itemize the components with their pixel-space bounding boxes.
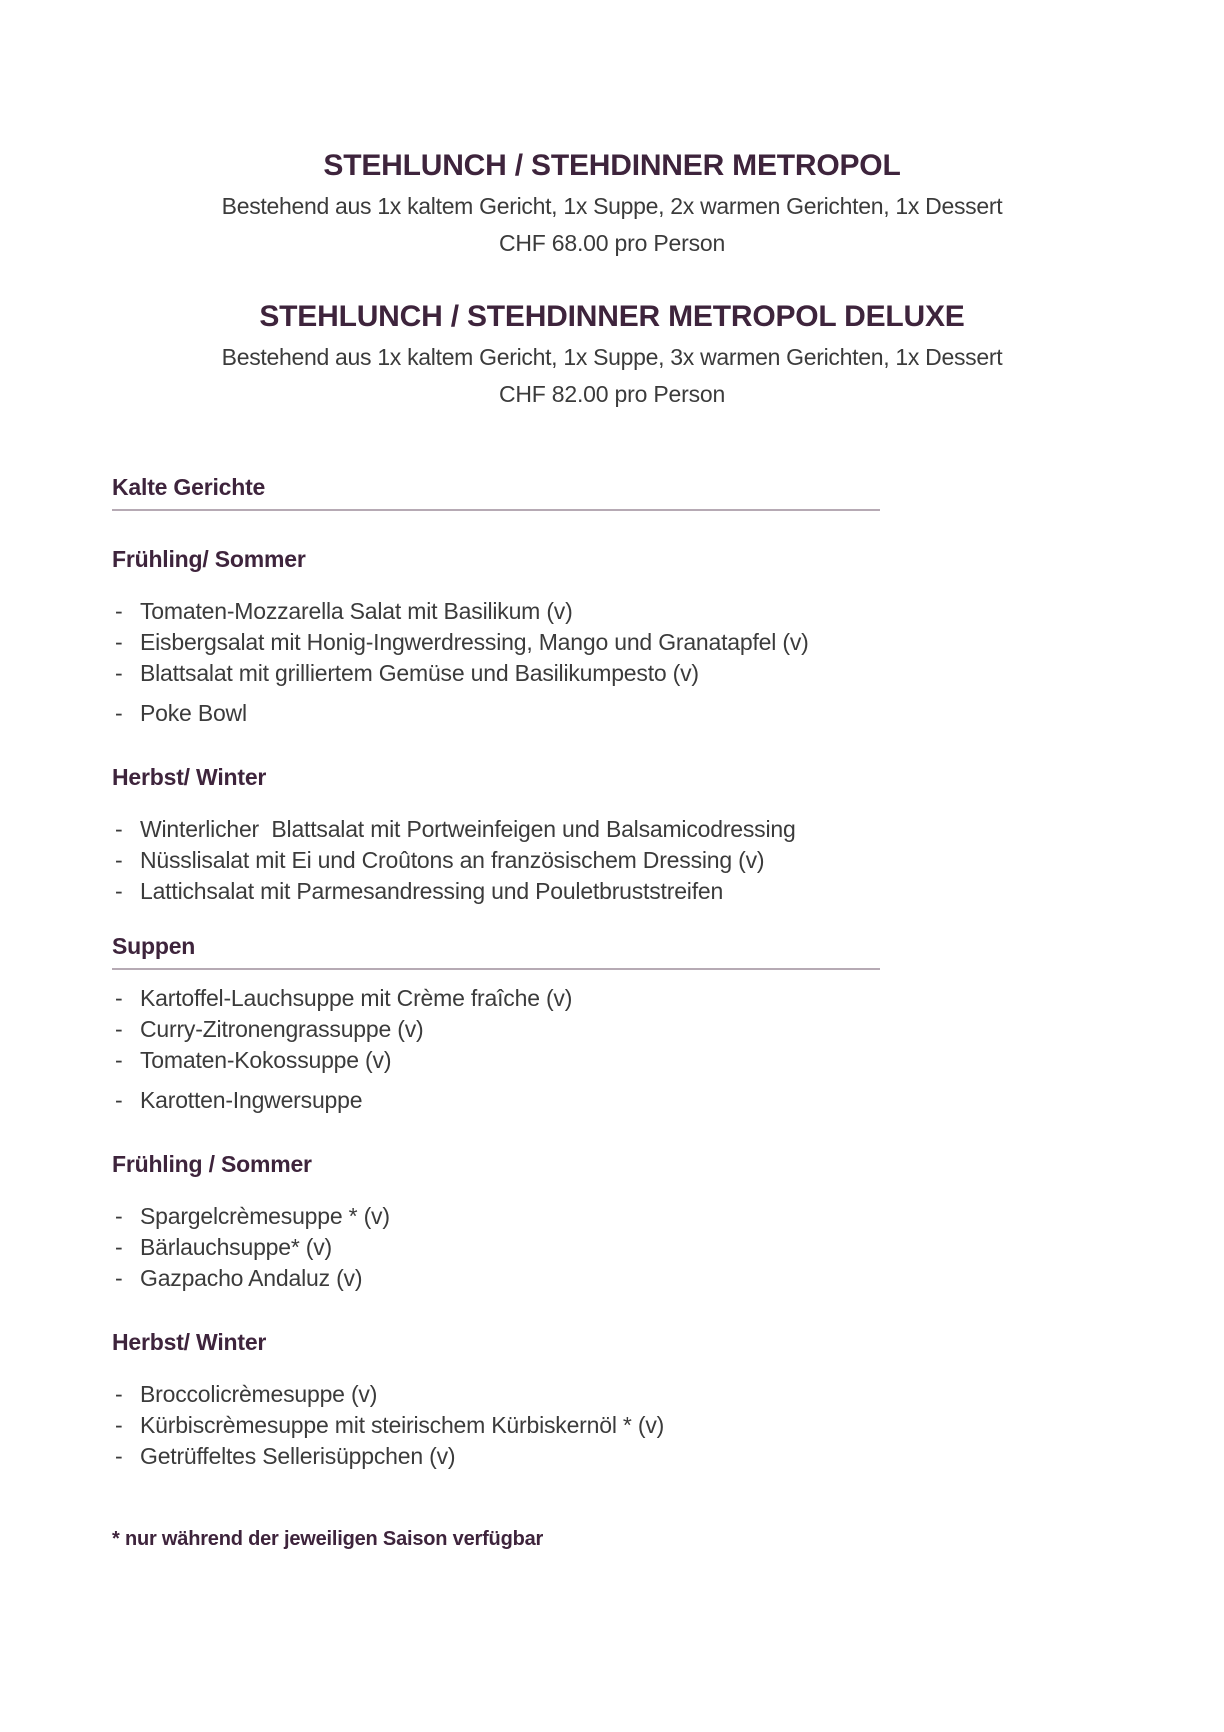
menu-item bbox=[112, 1263, 1112, 1294]
menu-item-text: Winterlicher Blattsalat mit Portweinfeigen und Balsamicodressing bbox=[140, 816, 796, 842]
menu-item bbox=[112, 1201, 1112, 1232]
menu-item bbox=[112, 1441, 1112, 1472]
dash-bullet: - bbox=[115, 847, 123, 873]
package-title: STEHLUNCH / STEHDINNER METROPOL DELUXE bbox=[259, 300, 965, 333]
package-description: Bestehend aus 1x kaltem Gericht, 1x Suppe, 2x warmen Gerichten, 1x Dessert bbox=[221, 193, 1003, 219]
dash-bullet: - bbox=[115, 816, 123, 842]
menu-item bbox=[112, 1410, 1112, 1441]
dash-bullet: - bbox=[115, 1381, 123, 1407]
package-price: CHF 82.00 pro Person bbox=[498, 381, 726, 407]
menu-item bbox=[112, 1232, 1112, 1263]
dash-bullet: - bbox=[115, 629, 123, 655]
menu-item bbox=[112, 876, 1112, 907]
dash-bullet: - bbox=[115, 985, 123, 1011]
menu-item bbox=[112, 1014, 1112, 1045]
menu-item-text: Kürbiscrèmesuppe mit steirischem Kürbiskernöl * (v) bbox=[140, 1412, 665, 1438]
menu-item-text: Kartoffel-Lauchsuppe mit Crème fraîche (v) bbox=[140, 985, 573, 1011]
section-title: Suppen bbox=[112, 932, 880, 970]
item-list bbox=[112, 596, 1112, 729]
dash-bullet: - bbox=[115, 1443, 123, 1469]
menu-item bbox=[112, 1085, 1112, 1116]
group-subtitle: Herbst/ Winter bbox=[112, 764, 267, 790]
package-description: Bestehend aus 1x kaltem Gericht, 1x Suppe, 3x warmen Gerichten, 1x Dessert bbox=[221, 344, 1003, 370]
dash-bullet: - bbox=[115, 1087, 123, 1113]
dash-bullet: - bbox=[115, 598, 123, 624]
menu-item bbox=[112, 845, 1112, 876]
menu-item bbox=[112, 658, 1112, 689]
menu-item-text: Bärlauchsuppe* (v) bbox=[140, 1234, 333, 1260]
dash-bullet: - bbox=[115, 1265, 123, 1291]
package-price: CHF 68.00 pro Person bbox=[498, 230, 726, 256]
item-list bbox=[112, 814, 1112, 907]
package-metropol bbox=[112, 148, 1112, 259]
menu-item bbox=[112, 1045, 1112, 1076]
menu-item bbox=[112, 983, 1112, 1014]
menu-item-text: Broccolicrèmesuppe (v) bbox=[140, 1381, 378, 1407]
menu-item-text: Nüsslisalat mit Ei und Croûtons an französischem Dressing (v) bbox=[140, 847, 765, 873]
seasonal-footnote: * nur während der jeweiligen Saison verfügbar bbox=[112, 1528, 544, 1550]
dash-bullet: - bbox=[115, 660, 123, 686]
group-subtitle: Frühling / Sommer bbox=[112, 1151, 312, 1177]
dash-bullet: - bbox=[115, 1016, 123, 1042]
menu-item-text: Tomaten-Kokossuppe (v) bbox=[140, 1047, 392, 1073]
menu-item bbox=[112, 698, 1112, 729]
menu-item-text: Gazpacho Andaluz (v) bbox=[140, 1265, 363, 1291]
menu-item-text: Blattsalat mit grilliertem Gemüse und Basilikumpesto (v) bbox=[140, 660, 699, 686]
menu-item-text: Curry-Zitronengrassuppe (v) bbox=[140, 1016, 424, 1042]
dash-bullet: - bbox=[115, 700, 123, 726]
package-metropol-deluxe bbox=[112, 299, 1112, 410]
menu-header bbox=[112, 148, 1112, 410]
menu-item-text: Eisbergsalat mit Honig-Ingwerdressing, Mango und Granatapfel (v) bbox=[140, 629, 809, 655]
dash-bullet: - bbox=[115, 1203, 123, 1229]
menu-item-text: Lattichsalat mit Parmesandressing und Pouletbruststreifen bbox=[140, 878, 724, 904]
menu-item bbox=[112, 627, 1112, 658]
item-list bbox=[112, 1201, 1112, 1294]
group-subtitle: Frühling/ Sommer bbox=[112, 546, 306, 572]
section-title: Kalte Gerichte bbox=[112, 473, 880, 511]
dash-bullet: - bbox=[115, 1234, 123, 1260]
dash-bullet: - bbox=[115, 1412, 123, 1438]
package-title: STEHLUNCH / STEHDINNER METROPOL bbox=[323, 149, 901, 182]
menu-sections bbox=[112, 473, 1112, 1472]
menu-item-text: Getrüffeltes Sellerisüppchen (v) bbox=[140, 1443, 456, 1469]
menu-item bbox=[112, 596, 1112, 627]
menu-item-text: Poke Bowl bbox=[140, 700, 247, 726]
menu-item bbox=[112, 1379, 1112, 1410]
menu-item-text: Tomaten-Mozzarella Salat mit Basilikum (v) bbox=[140, 598, 573, 624]
group-subtitle: Herbst/ Winter bbox=[112, 1329, 267, 1355]
menu-section bbox=[112, 473, 1112, 907]
menu-item-text: Karotten-Ingwersuppe bbox=[140, 1087, 363, 1113]
item-list bbox=[112, 1379, 1112, 1472]
dash-bullet: - bbox=[115, 1047, 123, 1073]
dash-bullet: - bbox=[115, 878, 123, 904]
menu-item bbox=[112, 814, 1112, 845]
menu-section bbox=[112, 932, 1112, 1472]
menu-item-text: Spargelcrèmesuppe * (v) bbox=[140, 1203, 390, 1229]
item-list bbox=[112, 983, 1112, 1116]
